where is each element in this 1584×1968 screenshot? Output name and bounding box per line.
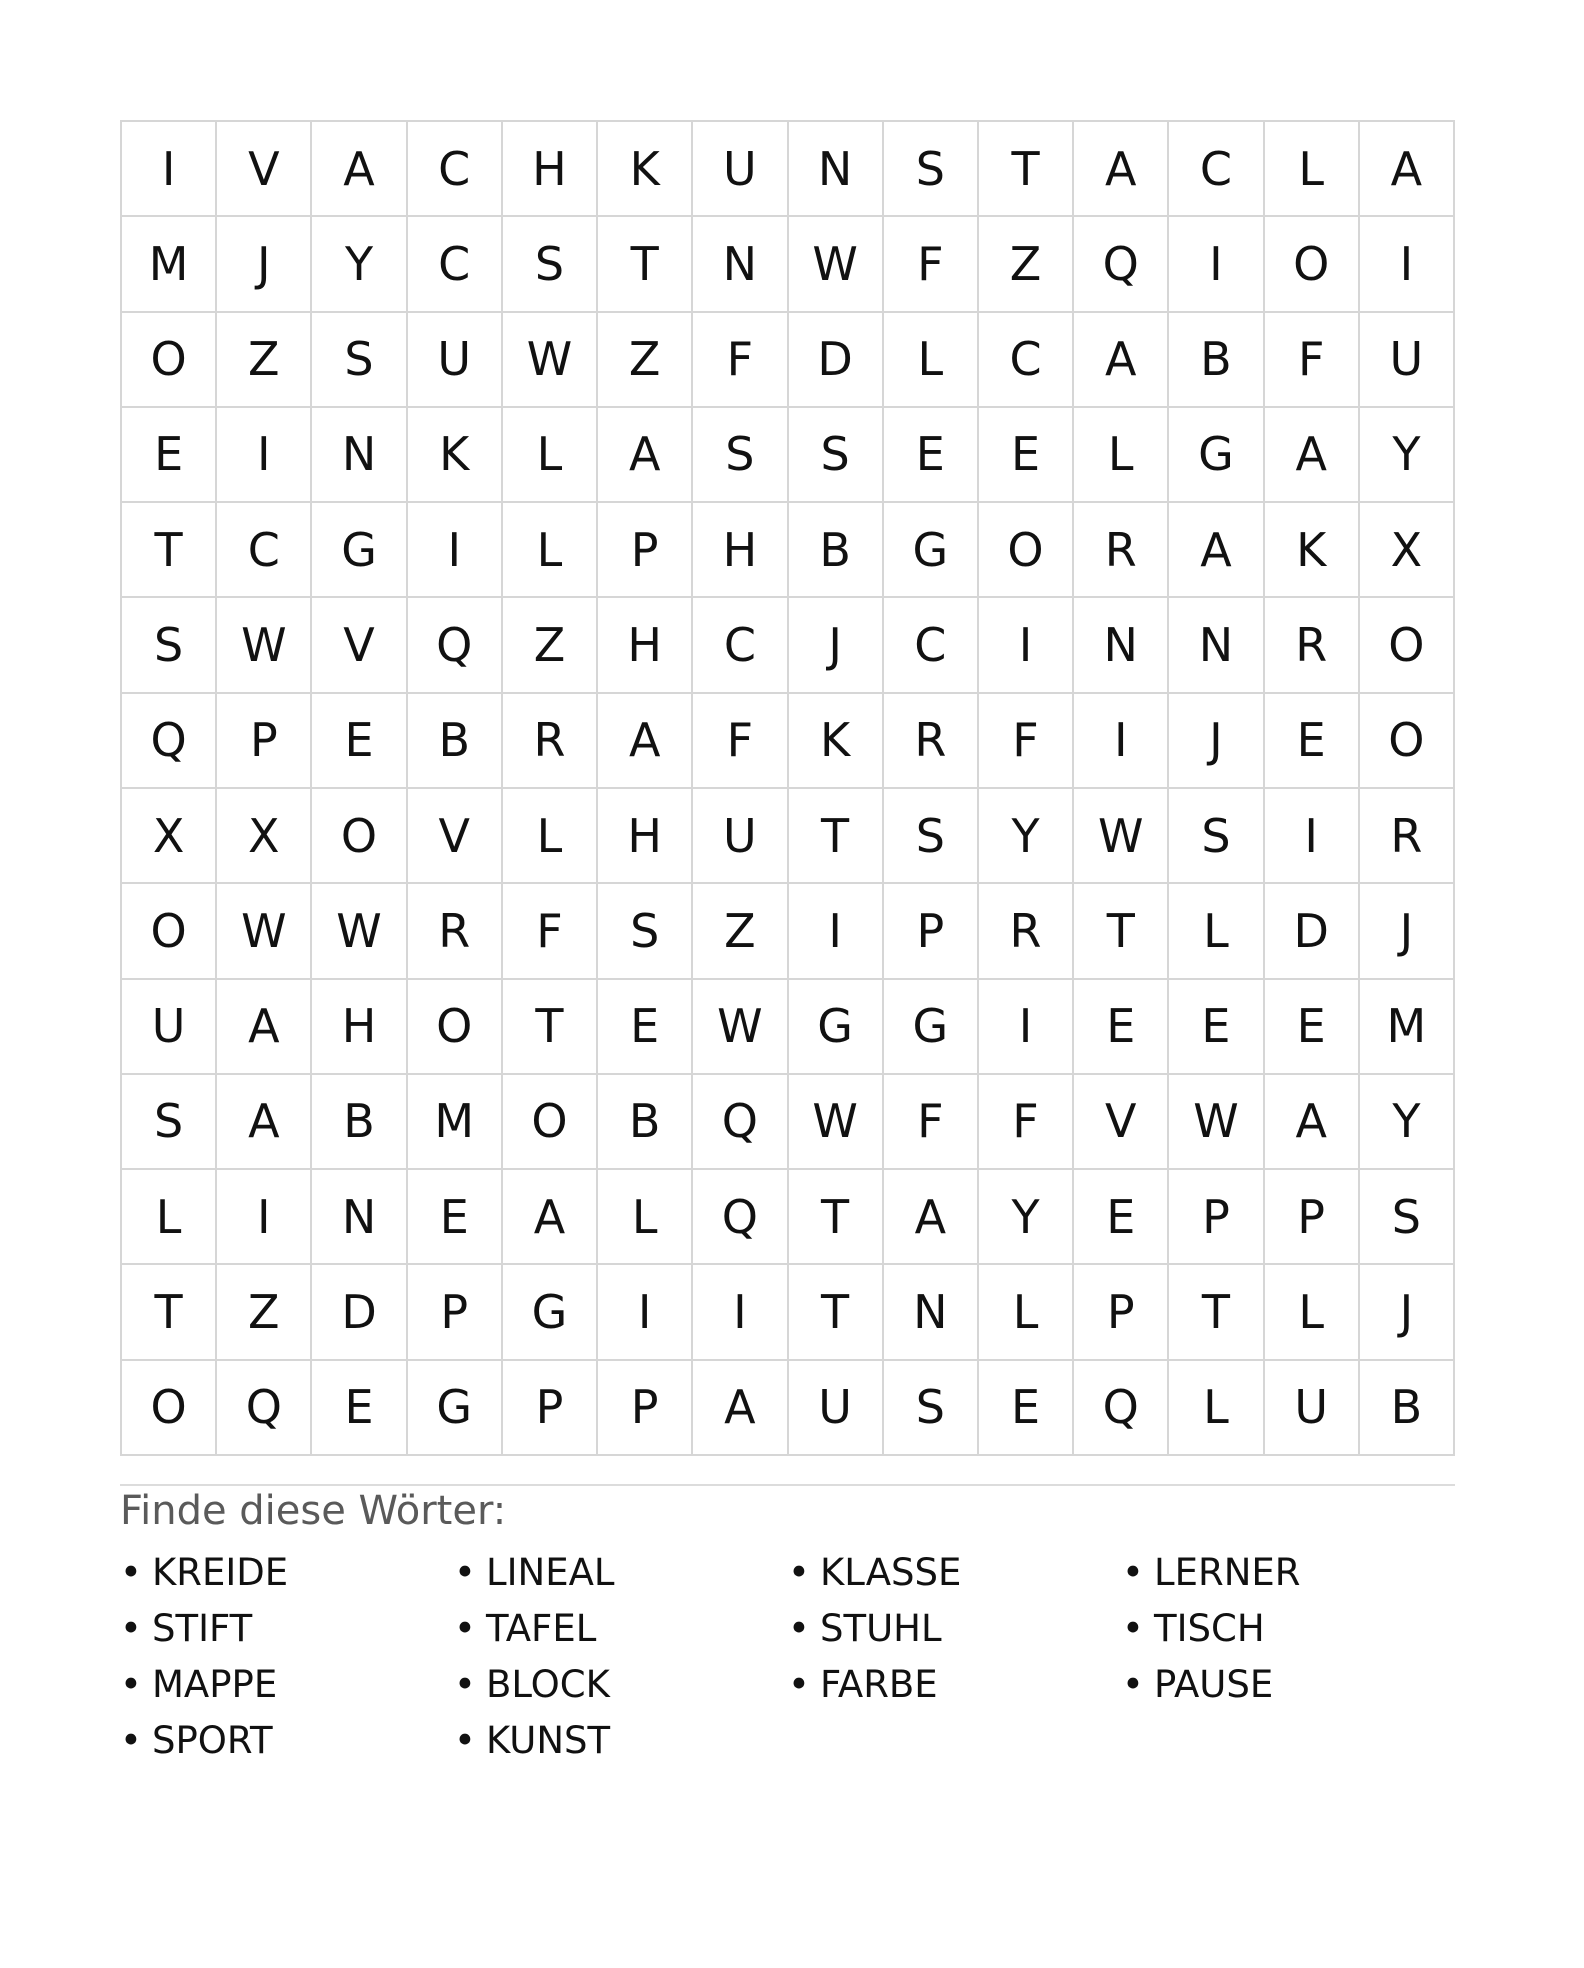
grid-cell[interactable]: Q (122, 694, 217, 789)
grid-cell[interactable]: S (884, 1361, 979, 1456)
grid-cell[interactable]: R (1265, 598, 1360, 693)
grid-cell[interactable]: N (1074, 598, 1169, 693)
grid-cell[interactable]: F (884, 217, 979, 312)
grid-cell[interactable]: G (884, 980, 979, 1075)
grid-cell[interactable]: P (598, 503, 693, 598)
divider (120, 1484, 1455, 1486)
grid-cell[interactable]: H (598, 598, 693, 693)
grid-cell[interactable]: N (312, 408, 407, 503)
grid-cell[interactable]: A (598, 408, 693, 503)
word-label: KLASSE (820, 1551, 962, 1594)
grid-cell[interactable]: E (122, 408, 217, 503)
word-list-item (120, 1657, 454, 1713)
grid-cell[interactable]: I (408, 503, 503, 598)
grid-cell[interactable]: F (979, 694, 1074, 789)
bullet-icon: • (120, 1551, 142, 1594)
grid-cell[interactable]: I (789, 884, 884, 979)
grid-cell[interactable]: O (408, 980, 503, 1075)
grid-cell[interactable]: L (979, 1265, 1074, 1360)
grid-cell[interactable]: S (884, 789, 979, 884)
grid-cell[interactable]: X (1360, 503, 1455, 598)
bullet-icon: • (788, 1663, 810, 1706)
grid-cell[interactable]: G (503, 1265, 598, 1360)
grid-cell[interactable]: G (408, 1361, 503, 1456)
grid-cell[interactable]: I (1360, 217, 1455, 312)
grid-cell[interactable]: L (503, 408, 598, 503)
word-list-item (120, 1545, 454, 1601)
grid-cell[interactable]: Z (693, 884, 788, 979)
grid-cell[interactable]: J (217, 217, 312, 312)
grid-cell[interactable]: A (1169, 503, 1264, 598)
bullet-icon: • (454, 1551, 476, 1594)
grid-cell[interactable]: G (1169, 408, 1264, 503)
grid-cell[interactable]: U (789, 1361, 884, 1456)
grid-cell[interactable]: R (1074, 503, 1169, 598)
grid-cell[interactable]: S (1360, 1170, 1455, 1265)
grid-cell[interactable]: C (408, 217, 503, 312)
grid-cell[interactable]: O (503, 1075, 598, 1170)
grid-cell[interactable]: R (979, 884, 1074, 979)
word-label: KREIDE (152, 1551, 289, 1594)
grid-cell[interactable]: L (598, 1170, 693, 1265)
grid-cell[interactable]: I (1169, 217, 1264, 312)
grid-cell[interactable]: B (408, 694, 503, 789)
grid-cell[interactable]: F (693, 313, 788, 408)
grid-cell[interactable]: B (598, 1075, 693, 1170)
grid-cell[interactable]: E (1265, 694, 1360, 789)
grid-cell[interactable]: R (408, 884, 503, 979)
grid-cell[interactable]: Q (1074, 217, 1169, 312)
grid-cell[interactable]: U (122, 980, 217, 1075)
grid-cell[interactable]: N (312, 1170, 407, 1265)
grid-cell[interactable]: S (122, 598, 217, 693)
grid-cell[interactable]: E (979, 408, 1074, 503)
grid-cell[interactable]: I (1265, 789, 1360, 884)
grid-cell[interactable]: N (884, 1265, 979, 1360)
grid-cell[interactable]: B (1169, 313, 1264, 408)
grid-cell[interactable]: Y (1360, 1075, 1455, 1170)
grid-cell[interactable]: K (598, 122, 693, 217)
word-label: TISCH (1154, 1607, 1265, 1650)
grid-cell[interactable]: X (122, 789, 217, 884)
word-list-item (454, 1713, 788, 1769)
grid-cell[interactable]: E (1074, 1170, 1169, 1265)
grid-cell[interactable]: Z (217, 1265, 312, 1360)
grid-cell[interactable]: O (312, 789, 407, 884)
word-list-item (454, 1657, 788, 1713)
grid-cell[interactable]: G (789, 980, 884, 1075)
grid-cell[interactable]: A (1265, 408, 1360, 503)
grid-cell[interactable]: A (884, 1170, 979, 1265)
grid-cell[interactable]: Q (217, 1361, 312, 1456)
grid-cell[interactable]: Q (693, 1075, 788, 1170)
grid-cell[interactable]: O (979, 503, 1074, 598)
grid-cell[interactable]: S (312, 313, 407, 408)
grid-cell[interactable]: U (1265, 1361, 1360, 1456)
grid-cell[interactable]: T (1169, 1265, 1264, 1360)
grid-cell[interactable]: Z (979, 217, 1074, 312)
grid-cell[interactable]: A (1265, 1075, 1360, 1170)
grid-cell[interactable]: V (312, 598, 407, 693)
word-list-item (454, 1545, 788, 1601)
grid-cell[interactable]: P (884, 884, 979, 979)
grid-cell[interactable]: A (312, 122, 407, 217)
grid-cell[interactable]: C (979, 313, 1074, 408)
grid-cell[interactable]: B (1360, 1361, 1455, 1456)
grid-cell[interactable]: S (503, 217, 598, 312)
grid-cell[interactable]: I (217, 408, 312, 503)
letter-grid (120, 120, 1455, 1456)
word-list-item (1122, 1657, 1456, 1713)
bullet-icon: • (454, 1663, 476, 1706)
word-label: STIFT (152, 1607, 253, 1650)
grid-cell[interactable]: K (789, 694, 884, 789)
grid-cell[interactable]: J (1169, 694, 1264, 789)
grid-cell[interactable]: F (1265, 313, 1360, 408)
grid-cell[interactable]: W (312, 884, 407, 979)
grid-cell[interactable]: Y (979, 789, 1074, 884)
grid-cell[interactable]: P (598, 1361, 693, 1456)
bullet-icon: • (1122, 1607, 1144, 1650)
grid-cell[interactable]: P (408, 1265, 503, 1360)
grid-cell[interactable]: E (1265, 980, 1360, 1075)
word-label: LERNER (1154, 1551, 1301, 1594)
grid-cell[interactable]: U (693, 789, 788, 884)
grid-cell[interactable]: M (122, 217, 217, 312)
word-list-item (1122, 1601, 1456, 1657)
grid-cell[interactable]: H (598, 789, 693, 884)
grid-cell[interactable]: K (1265, 503, 1360, 598)
grid-cell[interactable]: I (693, 1265, 788, 1360)
grid-cell[interactable]: S (122, 1075, 217, 1170)
grid-cell[interactable]: N (693, 217, 788, 312)
word-label: FARBE (820, 1663, 938, 1706)
grid-cell[interactable]: S (884, 122, 979, 217)
grid-cell[interactable]: V (408, 789, 503, 884)
grid-cell[interactable]: S (693, 408, 788, 503)
grid-cell[interactable]: F (693, 694, 788, 789)
grid-cell[interactable]: Q (1074, 1361, 1169, 1456)
grid-cell[interactable]: P (503, 1361, 598, 1456)
grid-cell[interactable]: P (217, 694, 312, 789)
word-list-item (788, 1545, 1122, 1601)
grid-cell[interactable]: W (503, 313, 598, 408)
grid-cell[interactable]: C (884, 598, 979, 693)
grid-cell[interactable]: J (1360, 884, 1455, 979)
bullet-icon: • (1122, 1663, 1144, 1706)
grid-cell[interactable]: Y (1360, 408, 1455, 503)
grid-cell[interactable]: L (1169, 884, 1264, 979)
grid-cell[interactable]: U (408, 313, 503, 408)
grid-cell[interactable]: V (1074, 1075, 1169, 1170)
word-list-heading: Finde diese Wörter: (120, 1488, 507, 1534)
grid-cell[interactable]: W (1169, 1075, 1264, 1170)
word-label: KUNST (486, 1719, 611, 1762)
grid-cell[interactable]: L (122, 1170, 217, 1265)
bullet-icon: • (788, 1607, 810, 1650)
grid-cell[interactable]: T (789, 1265, 884, 1360)
grid-cell[interactable]: S (789, 408, 884, 503)
bullet-icon: • (120, 1663, 142, 1706)
grid-cell[interactable]: F (979, 1075, 1074, 1170)
word-label: PAUSE (1154, 1663, 1274, 1706)
grid-cell[interactable]: D (789, 313, 884, 408)
grid-cell[interactable]: E (312, 694, 407, 789)
grid-cell[interactable]: N (1169, 598, 1264, 693)
grid-cell[interactable]: T (789, 1170, 884, 1265)
grid-cell[interactable]: I (979, 598, 1074, 693)
grid-cell[interactable]: J (789, 598, 884, 693)
grid-cell[interactable]: I (122, 122, 217, 217)
grid-cell[interactable]: E (1169, 980, 1264, 1075)
word-list-item (788, 1657, 1122, 1713)
word-label: MAPPE (152, 1663, 278, 1706)
grid-cell[interactable]: A (1074, 313, 1169, 408)
bullet-icon: • (788, 1551, 810, 1594)
grid-cell[interactable]: Y (979, 1170, 1074, 1265)
grid-cell[interactable]: L (503, 503, 598, 598)
grid-cell[interactable]: A (693, 1361, 788, 1456)
bullet-icon: • (454, 1719, 476, 1762)
grid-cell[interactable]: O (122, 313, 217, 408)
grid-cell[interactable]: W (1074, 789, 1169, 884)
bullet-icon: • (120, 1719, 142, 1762)
grid-cell[interactable]: Q (408, 598, 503, 693)
grid-cell[interactable]: U (693, 122, 788, 217)
grid-cell[interactable]: J (1360, 1265, 1455, 1360)
grid-cell[interactable]: U (1360, 313, 1455, 408)
grid-cell[interactable]: E (598, 980, 693, 1075)
grid-cell[interactable]: A (217, 1075, 312, 1170)
grid-cell[interactable]: T (598, 217, 693, 312)
grid-cell[interactable]: A (217, 980, 312, 1075)
grid-cell[interactable]: L (1265, 122, 1360, 217)
grid-cell[interactable]: L (503, 789, 598, 884)
grid-cell[interactable]: X (217, 789, 312, 884)
grid-cell[interactable]: D (1265, 884, 1360, 979)
grid-cell[interactable]: H (503, 122, 598, 217)
grid-cell[interactable]: O (1360, 598, 1455, 693)
grid-cell[interactable]: L (1265, 1265, 1360, 1360)
grid-cell[interactable]: K (408, 408, 503, 503)
grid-cell[interactable]: Z (598, 313, 693, 408)
grid-cell[interactable]: A (503, 1170, 598, 1265)
grid-cell[interactable]: O (122, 1361, 217, 1456)
grid-cell[interactable]: R (1360, 789, 1455, 884)
bullet-icon: • (454, 1607, 476, 1650)
grid-cell[interactable]: T (1074, 884, 1169, 979)
grid-cell[interactable]: O (1265, 217, 1360, 312)
grid-cell[interactable]: A (598, 694, 693, 789)
grid-cell[interactable]: P (1169, 1170, 1264, 1265)
grid-cell[interactable]: E (1074, 980, 1169, 1075)
grid-cell[interactable]: S (598, 884, 693, 979)
grid-cell[interactable]: B (312, 1075, 407, 1170)
grid-cell[interactable]: Z (503, 598, 598, 693)
grid-cell[interactable]: T (503, 980, 598, 1075)
grid-cell[interactable]: V (217, 122, 312, 217)
grid-cell[interactable]: F (503, 884, 598, 979)
grid-cell[interactable]: C (217, 503, 312, 598)
grid-cell[interactable]: C (1169, 122, 1264, 217)
grid-cell[interactable]: T (122, 1265, 217, 1360)
grid-cell[interactable]: M (408, 1075, 503, 1170)
grid-cell[interactable]: T (789, 789, 884, 884)
grid-cell[interactable]: F (884, 1075, 979, 1170)
grid-cell[interactable]: W (693, 980, 788, 1075)
word-label: SPORT (152, 1719, 273, 1762)
word-list (120, 1545, 1460, 1769)
word-list-item (1122, 1545, 1456, 1601)
bullet-icon: • (1122, 1551, 1144, 1594)
grid-cell[interactable]: P (1265, 1170, 1360, 1265)
word-label: BLOCK (486, 1663, 610, 1706)
grid-cell[interactable]: C (693, 598, 788, 693)
grid-cell[interactable]: P (1074, 1265, 1169, 1360)
grid-cell[interactable]: L (1169, 1361, 1264, 1456)
grid-cell[interactable]: Q (693, 1170, 788, 1265)
grid-cell[interactable]: N (789, 122, 884, 217)
word-list-item (454, 1601, 788, 1657)
grid-cell[interactable]: G (884, 503, 979, 598)
grid-cell[interactable]: W (789, 1075, 884, 1170)
bullet-icon: • (120, 1607, 142, 1650)
grid-cell[interactable]: L (884, 313, 979, 408)
grid-cell[interactable]: O (1360, 694, 1455, 789)
grid-cell[interactable]: H (312, 980, 407, 1075)
grid-cell[interactable]: W (217, 884, 312, 979)
word-list-item (788, 1601, 1122, 1657)
word-label: STUHL (820, 1607, 942, 1650)
grid-cell[interactable]: Y (312, 217, 407, 312)
grid-cell[interactable]: M (1360, 980, 1455, 1075)
grid-cell[interactable]: E (979, 1361, 1074, 1456)
grid-cell[interactable]: Z (217, 313, 312, 408)
grid-cell[interactable]: I (979, 980, 1074, 1075)
grid-cell[interactable]: E (884, 408, 979, 503)
word-label: TAFEL (486, 1607, 597, 1650)
grid-cell[interactable]: T (122, 503, 217, 598)
word-label: LINEAL (486, 1551, 615, 1594)
grid-cell[interactable]: R (884, 694, 979, 789)
grid-cell[interactable]: T (979, 122, 1074, 217)
grid-cell[interactable]: C (408, 122, 503, 217)
grid-cell[interactable]: I (217, 1170, 312, 1265)
grid-cell[interactable]: R (503, 694, 598, 789)
grid-cell[interactable]: B (789, 503, 884, 598)
grid-cell[interactable]: O (122, 884, 217, 979)
grid-cell[interactable]: H (693, 503, 788, 598)
word-list-item (120, 1601, 454, 1657)
grid-cell[interactable]: L (1074, 408, 1169, 503)
grid-cell[interactable]: W (789, 217, 884, 312)
grid-cell[interactable]: W (217, 598, 312, 693)
grid-cell[interactable]: E (408, 1170, 503, 1265)
grid-cell[interactable]: I (1074, 694, 1169, 789)
grid-cell[interactable]: A (1360, 122, 1455, 217)
grid-cell[interactable]: E (312, 1361, 407, 1456)
grid-cell[interactable]: D (312, 1265, 407, 1360)
grid-cell[interactable]: G (312, 503, 407, 598)
word-list-item (120, 1713, 454, 1769)
grid-cell[interactable]: I (598, 1265, 693, 1360)
grid-cell[interactable]: S (1169, 789, 1264, 884)
grid-cell[interactable]: A (1074, 122, 1169, 217)
